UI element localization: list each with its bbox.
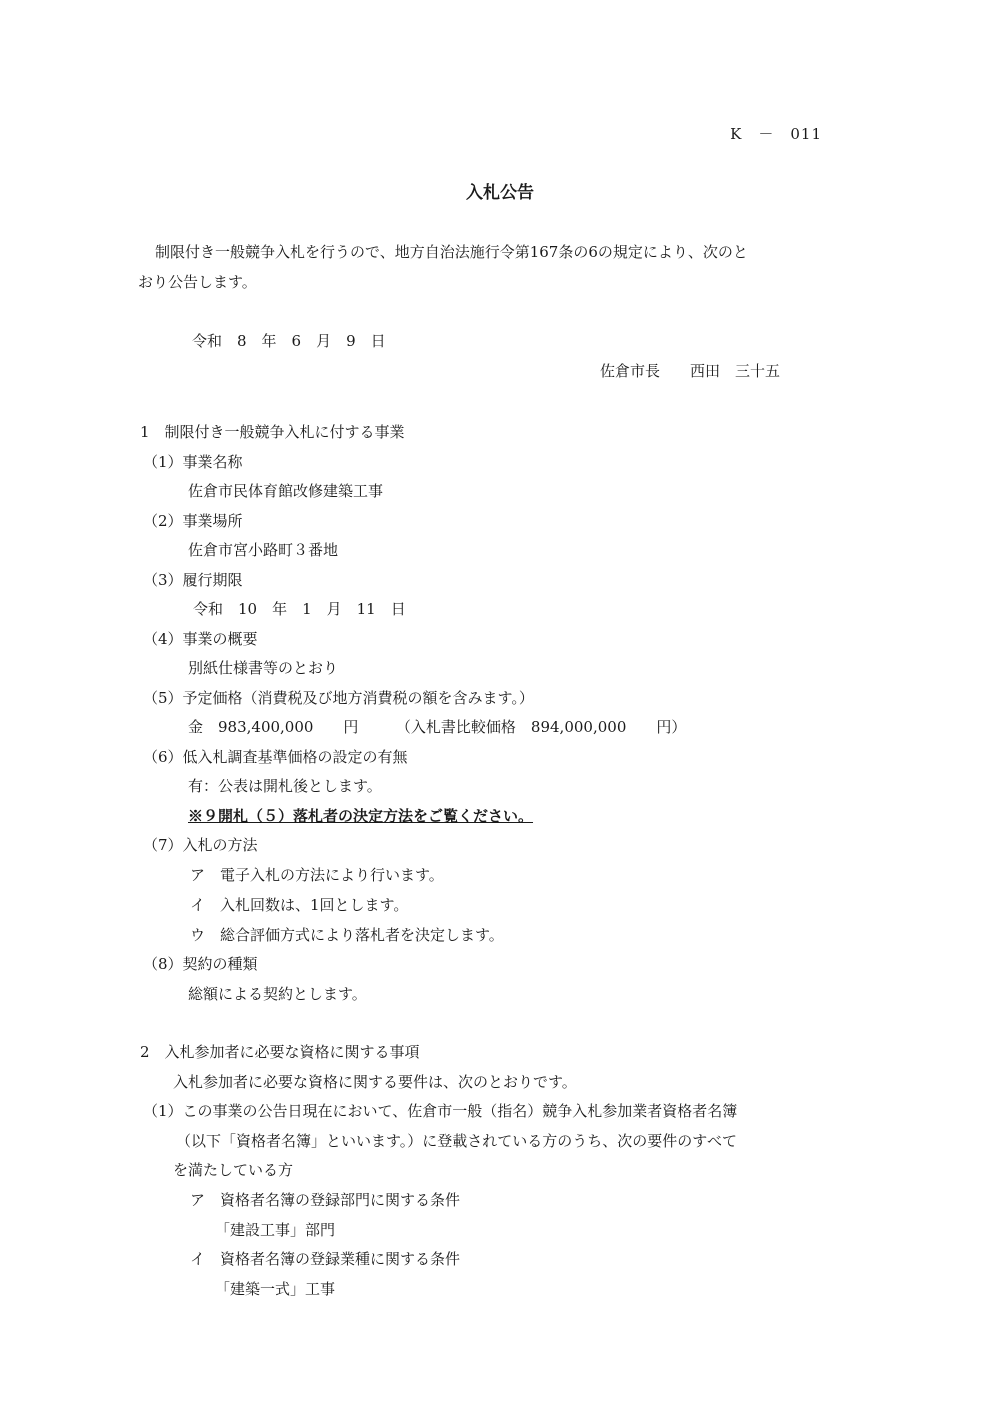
section2-sub-b-value: 「建築一式」工事 — [215, 1280, 336, 1298]
item-note-low-bid-standard: ※９開札（５）落札者の決定方法をご覧ください。 — [188, 807, 534, 825]
intro-line-2: おり公告します。 — [138, 273, 257, 291]
bidding-method-i: イ 入札回数は、1回とします。 — [190, 896, 409, 914]
item-label-contract-type: （8）契約の種類 — [143, 955, 258, 973]
item-value-contract-type: 総額による契約とします。 — [188, 985, 367, 1003]
item-label-project-location: （2）事業場所 — [143, 512, 243, 530]
document-number: K － 011 — [730, 125, 822, 143]
section2-sub-a-value: 「建設工事」部門 — [215, 1221, 336, 1239]
bidding-method-a: ア 電子入札の方法により行います。 — [190, 866, 444, 884]
section2-heading: 2 入札参加者に必要な資格に関する事項 — [140, 1043, 420, 1061]
item-value-overview: 別紙仕様書等のとおり — [188, 659, 339, 677]
item-label-low-bid-standard: （6）低入札調査基準価格の設定の有無 — [143, 748, 408, 766]
intro-line-1: 制限付き一般競争入札を行うので、地方自治法施行令第167条の6の規定により、次のと — [155, 243, 748, 261]
item-label-bidding-method: （7）入札の方法 — [143, 836, 258, 854]
section2-item1-line2: （以下「資格者名簿」といいます。）に登載されている方のうち、次の要件のすべて — [176, 1132, 738, 1150]
item-label-overview: （4）事業の概要 — [143, 630, 258, 648]
section2-item1-line1: （1）この事業の公告日現在において、佐倉市一般（指名）競争入札参加業者資格者名簿 — [143, 1102, 738, 1120]
item-label-estimated-price: （5）予定価格（消費税及び地方消費税の額を含みます。） — [143, 689, 534, 707]
bidding-method-u: ウ 総合評価方式により落札者を決定します。 — [190, 926, 504, 944]
section2-lead: 入札参加者に必要な資格に関する要件は、次のとおりです。 — [173, 1073, 577, 1091]
section1-heading: 1 制限付き一般競争入札に付する事業 — [140, 423, 405, 441]
page-title: 入札公告 — [466, 183, 534, 203]
item-value-low-bid-standard: 有：公表は開札後とします。 — [188, 777, 382, 795]
item-value-project-name: 佐倉市民体育館改修建築工事 — [188, 482, 384, 500]
item-value-deadline: 令和 10 年 1 月 11 日 — [193, 600, 406, 618]
item-value-project-location: 佐倉市宮小路町３番地 — [188, 541, 339, 559]
item-label-deadline: （3）履行期限 — [143, 571, 243, 589]
announcement-date: 令和 8 年 6 月 9 日 — [192, 332, 386, 350]
item-label-project-name: （1）事業名称 — [143, 453, 243, 471]
section2-sub-b-label: イ 資格者名簿の登録業種に関する条件 — [190, 1250, 461, 1268]
section2-sub-a-label: ア 資格者名簿の登録部門に関する条件 — [190, 1191, 461, 1209]
item-value-estimated-price: 金 983,400,000 円 （入札書比較価格 894,000,000 円） — [188, 718, 687, 736]
section2-item1-line3: を満たしている方 — [173, 1161, 294, 1179]
issuer-name: 佐倉市長 西田 三十五 — [600, 362, 781, 380]
